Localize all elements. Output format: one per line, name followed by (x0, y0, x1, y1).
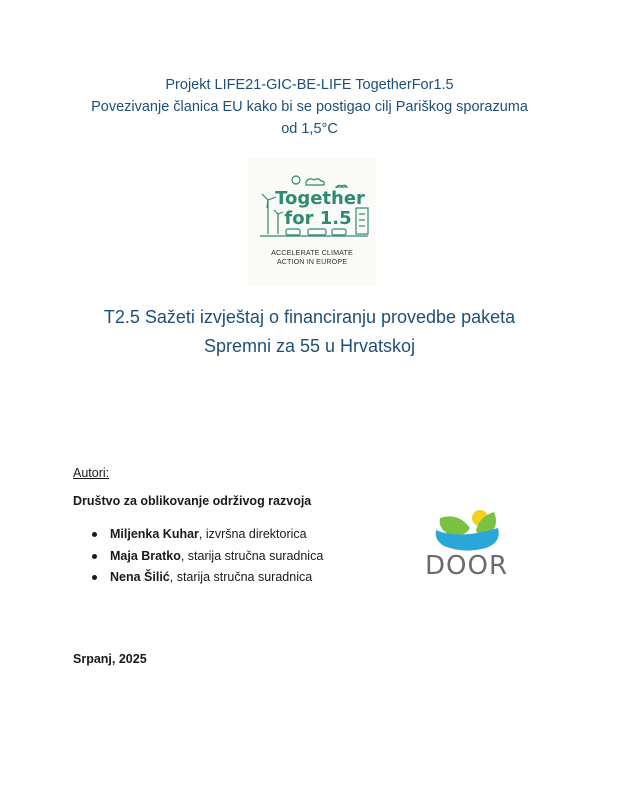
author-name: Nena Šilić (110, 570, 170, 584)
list-item (92, 546, 323, 568)
list-item (92, 524, 323, 546)
author-role: , starija stručna suradnica (169, 570, 313, 584)
logo-title-line1: Together (275, 188, 365, 209)
authors-label: Autori: (73, 466, 110, 480)
organization-name: Društvo za oblikovanje održivog razvoja (73, 494, 312, 508)
together-for-1-5-logo (248, 158, 376, 286)
list-item (92, 567, 323, 589)
project-header-line3: od 1,5°C (281, 121, 338, 137)
document-title-line2: Spremni za 55 u Hrvatskoj (203, 336, 416, 356)
document-date: Srpanj, 2025 (73, 652, 147, 666)
logo-title-line2: for 1.5 (284, 208, 352, 229)
logo-subtitle-line1: ACCELERATE CLIMATE (271, 248, 353, 257)
author-role: , izvršna direktorica (198, 527, 307, 541)
project-header (0, 74, 619, 140)
door-logo-text: DOOR (425, 551, 509, 581)
bullet-icon (92, 532, 97, 537)
document-title-line1: T2.5 Sažeti izvještaj o financiranju provedbe paketa (103, 307, 516, 327)
document-title (0, 303, 619, 361)
author-role: , starija stručna suradnica (180, 548, 324, 563)
author-name: Miljenka Kuhar (110, 527, 199, 541)
bullet-icon (92, 575, 97, 580)
author-list (92, 524, 323, 589)
project-header-line2: Povezivanje članica EU kako bi se postigao cilj Pariškog sporazuma (91, 99, 528, 115)
project-header-line1: Projekt LIFE21-GIC-BE-LIFE TogetherFor1.5 (165, 77, 454, 93)
bullet-icon (92, 554, 97, 559)
logo-subtitle-line2: ACTION IN EUROPE (276, 257, 348, 266)
author-name: Maja Bratko (110, 548, 181, 563)
